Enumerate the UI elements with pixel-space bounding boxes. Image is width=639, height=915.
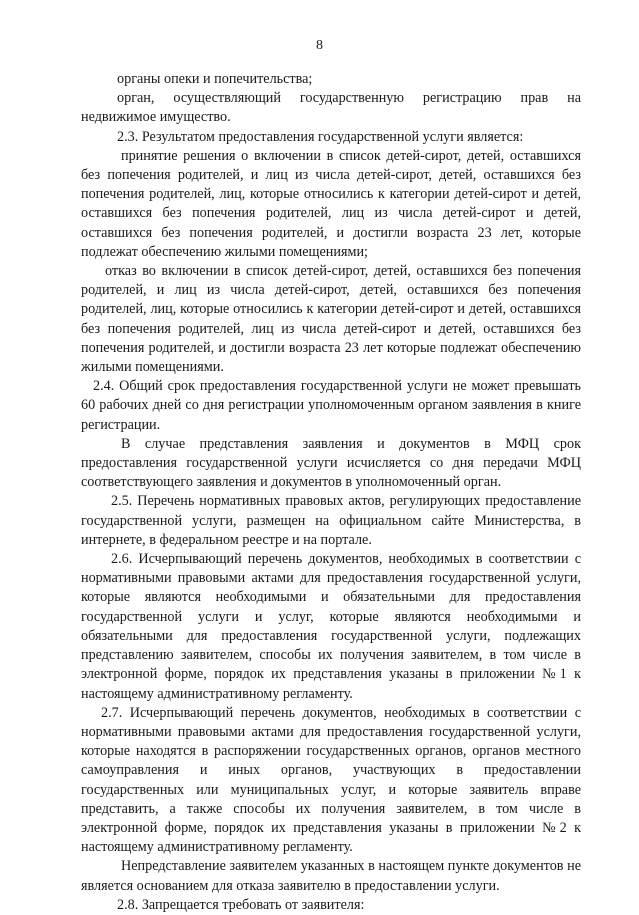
paragraph-2-7: 2.7. Исчерпывающий перечень документов, необходимых в соответствии с нормативными правовыми актами для предоставления государственной услуги, которые находятся в распоряжении государственных органов, органов местного самоуправления и иных органов, участвующих в предоставлении государственных или муниципальных услуг, и которые заявитель вправе представить, а также способы их получения заявителем, в том числе в электронной форме, порядок их представления указаны в приложении №2 к настоящему административному регламенту. (81, 704, 581, 856)
paragraph-inclusion-refusal: отказ во включении в список детей-сирот, детей, оставшихся без попечения родителей, и лиц из числа детей-сирот, детей, оставшихся без попечения родителей, лиц, которые относились к категории детей-сирот и детей, оставшихся без попечения родителей, лиц из числа детей-сирот и детей, оставшихся без попечения родителей, и достигли возраста 23 лет которые подлежат обеспечению жилыми помещениями. (81, 263, 581, 376)
paragraph-mfc-term: В случае представления заявления и документов в МФЦ срок предоставления государственной услуги исчисляется со дня передачи МФЦ соответствующего заявления и документов в уполномоченный орган. (81, 435, 581, 491)
paragraph-2-8: 2.8. Запрещается требовать от заявителя: (117, 896, 365, 913)
page-number: 8 (316, 38, 323, 53)
paragraph-2-5: 2.5. Перечень нормативных правовых актов, регулирующих предоставление государственной услуги, размещен на официальном сайте Министерства, в интернете, в федеральном реестре и на портале. (81, 493, 581, 548)
paragraph-non-submission: Непредставление заявителем указанных в настоящем пункте документов не является основанием для отказа заявителю в предоставлении услуги. (81, 858, 581, 894)
document-body (81, 70, 581, 915)
paragraph-guardianship-bodies: органы опеки и попечительства; (117, 71, 313, 87)
paragraph-2-3-heading: 2.3. Результатом предоставления государственной услуги является: (117, 128, 524, 145)
paragraph-2-6: 2.6. Исчерпывающий перечень документов, необходимых в соответствии с нормативными правовыми актами для предоставления государственной услуги, которые являются необходимыми и обязательными для предоставления государственной услуги и услуг, которые являются необходимыми и обязательными для предоставления государственной услуги, подлежащих представлению заявителем, способы их получения заявителем, в том числе в электронной форме, порядок их представления указаны в приложении №1 к настоящему административному регламенту. (81, 551, 581, 702)
paragraph-2-4: 2.4. Общий срок предоставления государственной услуги не может превышать 60 рабочих дней со дня регистрации уполномоченным органом заявления в книге регистрации. (81, 378, 581, 433)
paragraph-inclusion-decision: принятие решения о включении в список детей-сирот, детей, оставшихся без попечения родителей, и лиц из числа детей-сирот, детей, оставшихся без попечения родителей, лиц, которые относились к категории детей-сирот и детей, оставшихся без попечения родителей, лиц из числа детей-сирот и детей, оставшихся без попечения родителей, и достигли возраста 23 лет, которые подлежат обеспечению жилыми помещениями; (81, 147, 581, 260)
paragraph-registration-body: орган, осуществляющий государственную регистрацию прав на недвижимое имущество. (81, 90, 581, 126)
